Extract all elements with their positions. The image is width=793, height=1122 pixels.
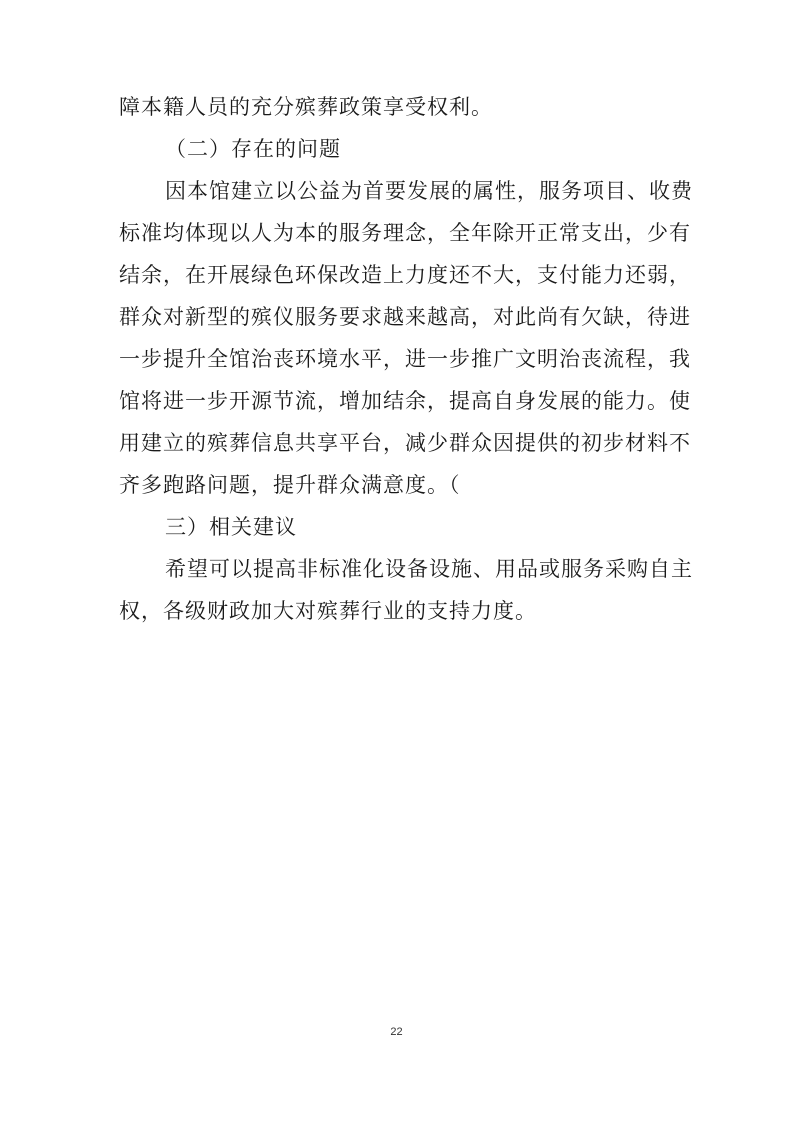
page-number: 22: [390, 1026, 403, 1038]
text-line: 馆将进一步开源节流，增加结余，提高自身发展的能力。使: [119, 389, 691, 413]
text-line: 因本馆建立以公益为首要发展的属性，服务项目、收费: [165, 179, 693, 203]
text-line: 希望可以提高非标准化设备设施、用品或服务采购自主: [165, 557, 693, 581]
text-line: 标准均体现以人为本的服务理念，全年除开正常支出，少有: [119, 221, 691, 245]
section-heading: （二）存在的问题: [165, 137, 341, 161]
text-line: 障本籍人员的充分殡葬政策享受权利。: [119, 95, 493, 119]
text-line: 齐多跑路问题，提升群众满意度。（: [119, 473, 461, 497]
body-text: [119, 86, 693, 632]
text-line: 权，各级财政加大对殡葬行业的支持力度。: [119, 599, 537, 623]
text-line: 结余，在开展绿色环保改造上力度还不大，支付能力还弱，: [119, 263, 691, 287]
section-heading: 三）相关建议: [165, 515, 297, 539]
text-line: 一步提升全馆治丧环境水平，进一步推广文明治丧流程，我: [119, 347, 691, 371]
text-line: 群众对新型的殡仪服务要求越来越高，对此尚有欠缺，待进: [119, 305, 691, 329]
text-line: 用建立的殡葬信息共享平台，减少群众因提供的初步材料不: [119, 431, 691, 455]
